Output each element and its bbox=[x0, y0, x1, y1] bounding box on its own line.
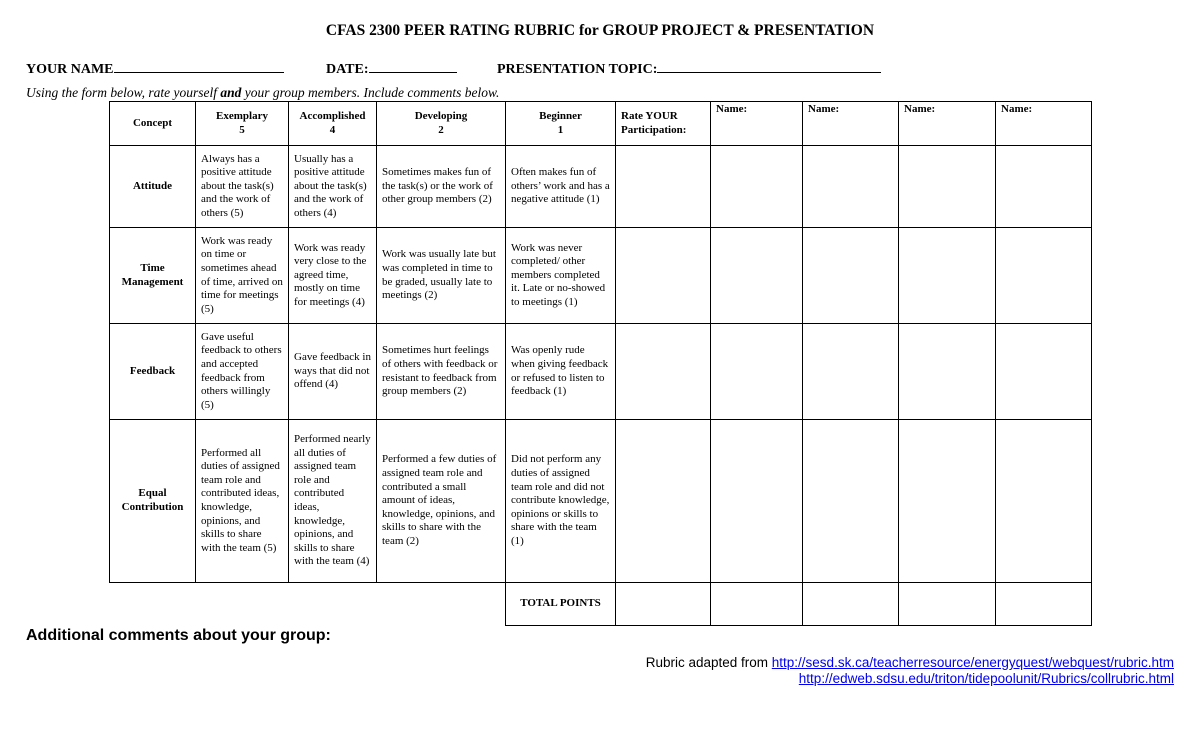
cell-developing: Performed a few duties of assigned team role and contributed a small amount of ideas, knowledge, opinions, and skills to share with the team (2) bbox=[377, 420, 506, 583]
concept-feedback: Feedback bbox=[110, 324, 196, 420]
rating-cell-self[interactable] bbox=[616, 420, 711, 583]
table-row bbox=[110, 146, 1092, 228]
cell-beginner: Did not perform any duties of assigned team role and did not contribute knowledge, opinions or skills to share with the team (1) bbox=[506, 420, 616, 583]
empty-cell bbox=[196, 583, 289, 626]
developing-label: Developing bbox=[414, 109, 468, 122]
page-title: CFAS 2300 PEER RATING RUBRIC for GROUP PROJECT & PRESENTATION bbox=[325, 22, 875, 39]
header-concept: Concept bbox=[110, 102, 196, 146]
rating-cell-member-2[interactable] bbox=[803, 420, 899, 583]
rating-cell-member-4[interactable] bbox=[996, 228, 1092, 324]
header-beginner bbox=[506, 102, 616, 146]
cell-accomplished: Work was ready very close to the agreed time, mostly on time for meetings (4) bbox=[289, 228, 377, 324]
header-name-3[interactable]: Name: bbox=[899, 102, 996, 146]
instructions-text-2: your group members. Include comments below. bbox=[241, 85, 500, 100]
header-developing bbox=[377, 102, 506, 146]
rating-cell-member-1[interactable] bbox=[711, 228, 803, 324]
cell-beginner: Was openly rude when giving feedback or refused to listen to feedback (1) bbox=[506, 324, 616, 420]
rubric-link-1[interactable]: http://sesd.sk.ca/teacherresource/energyquest/webquest/rubric.htm bbox=[771, 655, 1174, 670]
cell-accomplished: Gave feedback in ways that did not offend (4) bbox=[289, 324, 377, 420]
date-field[interactable] bbox=[326, 58, 457, 78]
instructions bbox=[26, 85, 499, 101]
header-row bbox=[110, 102, 1092, 146]
table-row bbox=[110, 420, 1092, 583]
accomplished-score: 4 bbox=[329, 123, 336, 136]
rubric-link-2[interactable]: http://edweb.sdsu.edu/triton/tidepoolunit/Rubrics/collrubric.html bbox=[798, 671, 1174, 686]
cell-exemplary: Performed all duties of assigned team role and contributed ideas, knowledge, opinions, and skills to share with the team (5) bbox=[196, 420, 289, 583]
rating-cell-member-4[interactable] bbox=[996, 146, 1092, 228]
header-exemplary bbox=[196, 102, 289, 146]
total-cell-member-1[interactable] bbox=[711, 583, 803, 626]
exemplary-score: 5 bbox=[239, 123, 245, 136]
rating-cell-member-2[interactable] bbox=[803, 146, 899, 228]
total-row bbox=[110, 583, 1092, 626]
instructions-text-1: Using the form below, rate yourself bbox=[26, 85, 221, 100]
total-cell-self[interactable] bbox=[616, 583, 711, 626]
total-points-label: TOTAL POINTS bbox=[506, 583, 616, 626]
cell-developing: Sometimes hurt feelings of others with feedback or resistant to feedback from group members (2) bbox=[377, 324, 506, 420]
topic-field[interactable] bbox=[497, 58, 881, 78]
date-blank[interactable] bbox=[369, 58, 457, 73]
total-cell-member-4[interactable] bbox=[996, 583, 1092, 626]
credits-line-1 bbox=[646, 655, 1174, 671]
rating-cell-member-2[interactable] bbox=[803, 324, 899, 420]
beginner-score: 1 bbox=[557, 123, 564, 136]
your-name-field[interactable] bbox=[26, 58, 284, 78]
rating-cell-member-1[interactable] bbox=[711, 146, 803, 228]
cell-beginner: Work was never completed/ other members completed it. Late or no-showed to meetings (1) bbox=[506, 228, 616, 324]
topic-blank[interactable] bbox=[657, 58, 881, 73]
total-cell-member-3[interactable] bbox=[899, 583, 996, 626]
cell-accomplished: Usually has a positive attitude about the task(s) and the work of others (4) bbox=[289, 146, 377, 228]
rating-cell-self[interactable] bbox=[616, 146, 711, 228]
rating-cell-member-4[interactable] bbox=[996, 324, 1092, 420]
cell-accomplished: Performed nearly all duties of assigned team role and contributed ideas, knowledge, opinions, and skills to share with the team (4) bbox=[289, 420, 377, 583]
cell-developing: Sometimes makes fun of the task(s) or the work of other group members (2) bbox=[377, 146, 506, 228]
rating-cell-member-1[interactable] bbox=[711, 324, 803, 420]
rubric-table bbox=[109, 101, 1092, 626]
rating-cell-member-3[interactable] bbox=[899, 146, 996, 228]
rating-cell-member-1[interactable] bbox=[711, 420, 803, 583]
exemplary-label: Exemplary bbox=[216, 109, 268, 122]
header-accomplished bbox=[289, 102, 377, 146]
your-name-label: YOUR NAME bbox=[26, 62, 114, 77]
accomplished-label: Accomplished bbox=[299, 109, 366, 122]
cell-beginner: Often makes fun of others’ work and has a negative attitude (1) bbox=[506, 146, 616, 228]
additional-comments-heading: Additional comments about your group: bbox=[26, 627, 331, 644]
credits-line-2 bbox=[646, 671, 1174, 687]
cell-exemplary: Work was ready on time or sometimes ahead of time, arrived on time for meetings (5) bbox=[196, 228, 289, 324]
beginner-label: Beginner bbox=[539, 109, 582, 122]
rating-cell-member-3[interactable] bbox=[899, 228, 996, 324]
cell-developing: Work was usually late but was completed in time to be graded, usually late to meetings (2) bbox=[377, 228, 506, 324]
your-name-blank[interactable] bbox=[114, 58, 284, 73]
credits-prefix: Rubric adapted from bbox=[645, 655, 772, 670]
empty-cell bbox=[289, 583, 377, 626]
header-name-2[interactable]: Name: bbox=[803, 102, 899, 146]
rating-cell-member-4[interactable] bbox=[996, 420, 1092, 583]
concept-time-management: Time Management bbox=[110, 228, 196, 324]
total-cell-member-2[interactable] bbox=[803, 583, 899, 626]
date-label: DATE: bbox=[326, 62, 369, 77]
rating-cell-member-3[interactable] bbox=[899, 420, 996, 583]
concept-attitude: Attitude bbox=[110, 146, 196, 228]
empty-cell bbox=[110, 583, 196, 626]
table-row bbox=[110, 324, 1092, 420]
cell-exemplary: Always has a positive attitude about the task(s) and the work of others (5) bbox=[196, 146, 289, 228]
header-name-4[interactable]: Name: bbox=[996, 102, 1092, 146]
rating-cell-member-3[interactable] bbox=[899, 324, 996, 420]
header-rate-participation: Rate YOUR Participation: bbox=[616, 102, 711, 146]
credits bbox=[646, 655, 1174, 687]
empty-cell bbox=[377, 583, 506, 626]
topic-label: PRESENTATION TOPIC: bbox=[497, 62, 658, 77]
developing-score: 2 bbox=[438, 123, 444, 136]
rating-cell-self[interactable] bbox=[616, 228, 711, 324]
rating-cell-member-2[interactable] bbox=[803, 228, 899, 324]
table-row bbox=[110, 228, 1092, 324]
cell-exemplary: Gave useful feedback to others and accepted feedback from others willingly (5) bbox=[196, 324, 289, 420]
header-name-1[interactable]: Name: bbox=[711, 102, 803, 146]
rating-cell-self[interactable] bbox=[616, 324, 711, 420]
concept-equal-contribution: Equal Contribution bbox=[110, 420, 196, 583]
instructions-emphasis: and bbox=[220, 85, 242, 100]
